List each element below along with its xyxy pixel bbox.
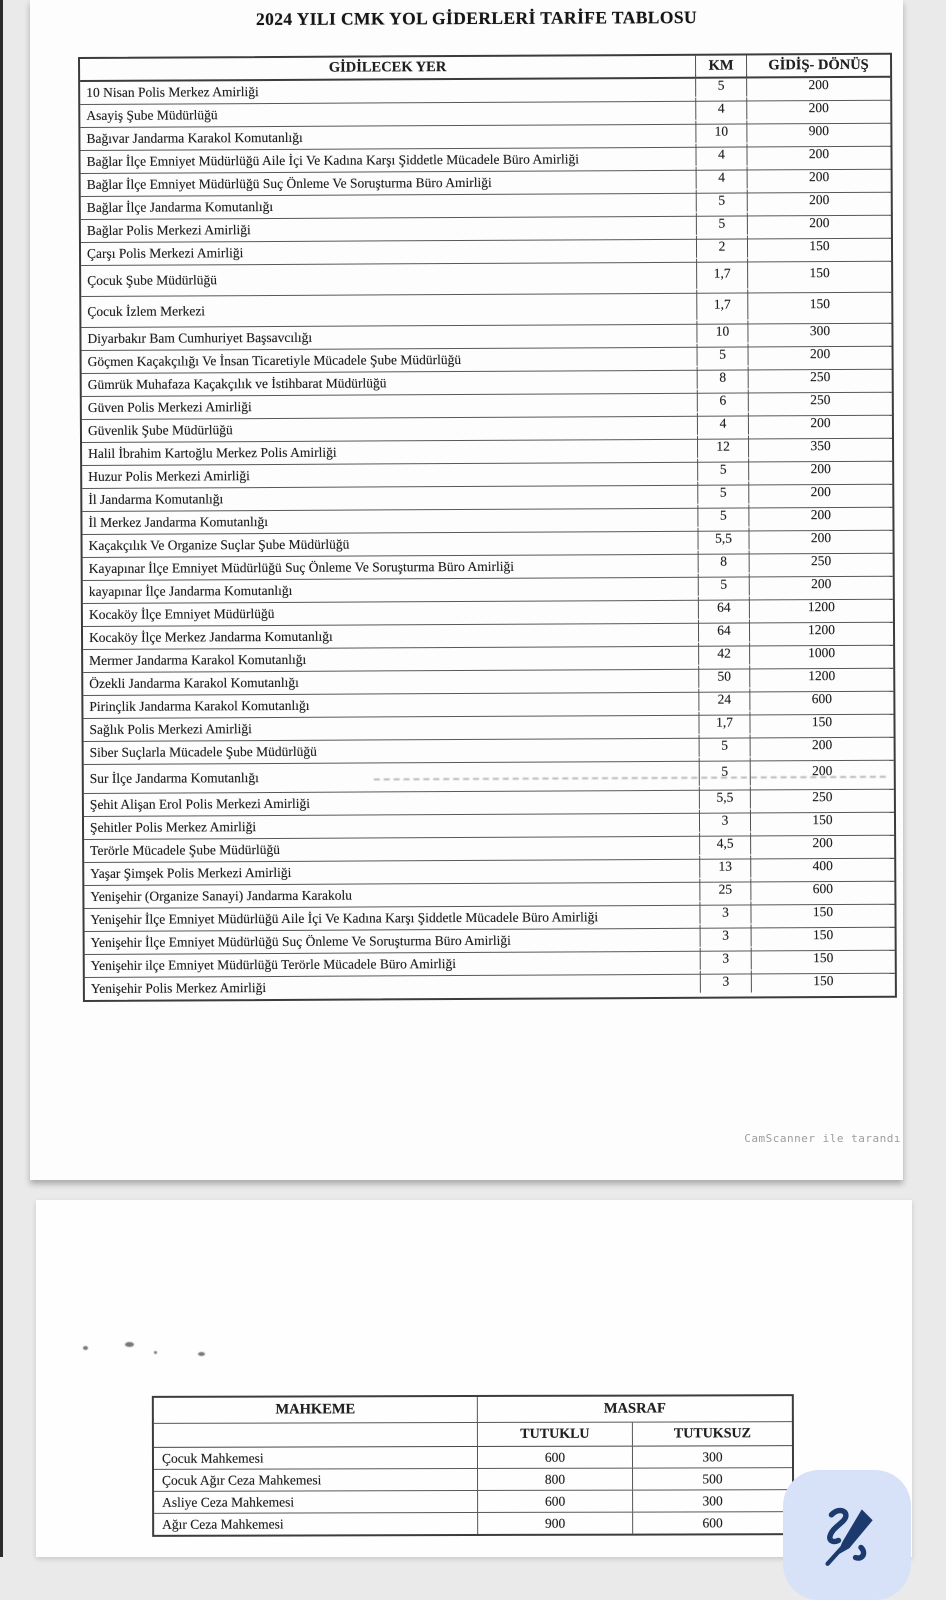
cell-court: Asliye Ceza Mahkemesi xyxy=(162,1493,295,1510)
camscanner-watermark: CamScanner ile tarandı xyxy=(744,1132,901,1145)
cell-fare: 600 xyxy=(811,691,833,707)
cell-fare: 200 xyxy=(810,507,832,523)
cell-dest: Yenişehir İlçe Emniyet Müdürlüğü Aile İçi Ve Kadına Karşı Şiddetle Mücadele Büro Amirliği xyxy=(90,909,599,927)
cell-km: 13 xyxy=(699,855,751,877)
cell-km: 10 xyxy=(696,320,748,342)
cell-km: 50 xyxy=(698,665,750,687)
cell-km: 5 xyxy=(695,74,747,96)
cell-fare: 250 xyxy=(812,789,833,805)
cell-dest: Bağlar Polis Merkezi Amirliği xyxy=(86,222,251,238)
cell-fare: 150 xyxy=(809,265,830,281)
court-table-header-sub xyxy=(154,1422,792,1448)
cell-fare: 1200 xyxy=(807,599,835,615)
cell-km: 4 xyxy=(695,143,747,165)
cell-dest: Bağıvar Jandarma Karakol Komutanlığı xyxy=(86,129,303,146)
cell-fare: 250 xyxy=(810,553,832,569)
cell-fare: 200 xyxy=(811,737,833,753)
cell-km: 10 xyxy=(695,120,747,142)
cell-fare: 200 xyxy=(810,530,832,546)
table-row xyxy=(85,974,895,1000)
cell-dest: Sağlık Polis Merkezi Amirliği xyxy=(89,721,252,737)
cell-dest: Kayapınar İlçe Emniyet Müdürlüğü Suç Önleme Ve Soruşturma Büro Amirliği xyxy=(88,558,515,576)
cell-dest: Çocuk İzlem Merkezi xyxy=(87,303,206,319)
cell-fare: 150 xyxy=(809,296,830,312)
cell-detained: 600 xyxy=(477,1447,632,1468)
cell-km: 64 xyxy=(698,596,750,618)
cell-fare: 200 xyxy=(809,192,830,208)
cell-fare: 200 xyxy=(810,484,831,500)
cell-dest: Yenişehir (Organize Sanayi) Jandarma Karakolu xyxy=(90,887,352,904)
cell-fare: 150 xyxy=(813,950,834,966)
header-empty xyxy=(154,1423,477,1447)
sign-fab-button[interactable] xyxy=(783,1470,911,1600)
cell-km: 4 xyxy=(697,412,749,434)
cell-fare: 150 xyxy=(812,904,834,920)
court-table-rows xyxy=(154,1446,792,1535)
cell-dest: Bağlar İlçe Jandarma Komutanlığı xyxy=(86,198,274,215)
cell-km: 1,7 xyxy=(696,289,748,319)
header-km: KM xyxy=(695,55,747,76)
cell-dest: Pirinçlik Jandarma Karakol Komutanlığı xyxy=(89,697,310,714)
court-expense-table xyxy=(152,1394,794,1537)
cell-dest: Asayiş Şube Müdürlüğü xyxy=(86,107,218,123)
ink-mark xyxy=(154,1351,157,1354)
cell-dest: Yenişehir Polis Merkez Amirliği xyxy=(90,980,267,996)
cell-dest: Çocuk Şube Müdürlüğü xyxy=(87,272,217,288)
cell-detained: 900 xyxy=(477,1513,632,1534)
ink-mark xyxy=(125,1342,134,1347)
cell-km: 8 xyxy=(697,366,749,388)
tariff-table-rows xyxy=(80,78,895,1000)
cell-km: 1,7 xyxy=(698,711,750,733)
cell-fare: 200 xyxy=(809,346,831,362)
ink-mark xyxy=(83,1346,88,1350)
cell-km: 3 xyxy=(699,809,751,831)
cell-km: 3 xyxy=(700,924,752,946)
cell-km: 4,5 xyxy=(699,832,751,854)
cell-fare: 200 xyxy=(810,415,831,431)
cell-dest: Diyarbakır Bam Cumhuriyet Başsavcılığı xyxy=(87,329,313,346)
ink-mark xyxy=(198,1352,205,1356)
cell-court: Çocuk Ağır Ceza Mahkemesi xyxy=(162,1471,322,1488)
table-row xyxy=(154,1490,792,1514)
cell-km: 4 xyxy=(696,166,748,188)
cell-km: 5 xyxy=(697,504,749,526)
cell-fare: 350 xyxy=(810,438,831,454)
cell-km: 12 xyxy=(697,435,749,457)
cell-km: 5,5 xyxy=(697,527,749,549)
cell-km: 3 xyxy=(700,947,752,969)
cell-km: 5 xyxy=(697,458,749,480)
cell-dest: kayapınar İlçe Jandarma Komutanlığı xyxy=(88,582,293,599)
cell-dest: İl Merkez Jandarma Komutanlığı xyxy=(88,514,269,530)
cell-fare: 300 xyxy=(809,323,831,339)
cell-dest: Bağlar İlçe Emniyet Müdürlüğü Aile İçi Ve Kadına Karşı Şiddetle Mücadele Büro Amirliği xyxy=(86,151,579,169)
cell-dest: Halil İbrahim Kartoğlu Merkez Polis Amirliği xyxy=(88,444,337,461)
cell-dest: Sur İlçe Jandarma Komutanlığı xyxy=(89,770,259,786)
cell-fare: 150 xyxy=(811,714,833,730)
scanned-page-1 xyxy=(30,0,903,1180)
cell-km: 5 xyxy=(699,757,751,785)
table-row xyxy=(154,1446,792,1470)
cell-not-detained: 300 xyxy=(632,1490,792,1511)
screen-left-edge xyxy=(0,0,3,1557)
cell-fare: 200 xyxy=(808,146,830,162)
header-round-trip: GİDİŞ- DÖNÜŞ xyxy=(768,56,869,74)
cell-dest: Yaşar Şimşek Polis Merkezi Amirliği xyxy=(90,864,292,881)
tariff-table xyxy=(78,53,897,1002)
cell-fare: 250 xyxy=(810,369,831,385)
signature-pen-icon xyxy=(812,1488,882,1582)
cell-dest: Terörle Mücadele Şube Müdürlüğü xyxy=(90,841,281,858)
cell-dest: Gümrük Muhafaza Kaçakçılık ve İstihbarat Müdürlüğü xyxy=(87,375,387,392)
cell-fare: 150 xyxy=(809,238,830,254)
cell-dest: 10 Nisan Polis Merkez Amirliği xyxy=(86,84,259,100)
cell-dest: Kaçakçılık Ve Organize Suçlar Şube Müdürlüğü xyxy=(88,536,350,553)
cell-fare: 1000 xyxy=(808,645,836,661)
cell-detained: 800 xyxy=(477,1469,632,1490)
header-not-detained: TUTUKSUZ xyxy=(632,1422,792,1445)
cell-fare: 200 xyxy=(810,461,831,477)
cell-fare: 200 xyxy=(808,100,829,116)
cell-dest: Kocaköy İlçe Emniyet Müdürlüğü xyxy=(88,605,275,622)
cell-km: 5 xyxy=(699,734,751,756)
cell-fare: 200 xyxy=(812,835,833,851)
cell-dest: Şehit Alişan Erol Polis Merkezi Amirliği xyxy=(89,795,311,812)
header-destination: GİDİLECEK YER xyxy=(328,59,447,76)
cell-km: 5 xyxy=(696,212,748,234)
cell-court: Ağır Ceza Mahkemesi xyxy=(162,1515,284,1532)
cell-fare: 600 xyxy=(812,881,834,897)
cell-fare: 200 xyxy=(812,763,833,779)
cell-fare: 200 xyxy=(808,77,829,93)
cell-fare: 1200 xyxy=(808,668,836,684)
cell-km: 5 xyxy=(697,343,749,365)
cell-dest: Bağlar İlçe Emniyet Müdürlüğü Suç Önleme Ve Soruşturma Büro Amirliği xyxy=(86,174,492,192)
header-detained: TUTUKLU xyxy=(477,1423,632,1446)
cell-detained: 600 xyxy=(477,1491,632,1512)
scanned-page-2 xyxy=(36,1200,912,1557)
cell-fare: 900 xyxy=(808,123,830,139)
cell-fare: 150 xyxy=(812,812,833,828)
cell-km: 2 xyxy=(696,235,748,257)
cell-not-detained: 600 xyxy=(632,1512,792,1533)
cell-dest: Siber Suçlarla Mücadele Şube Müdürlüğü xyxy=(89,743,317,760)
court-table-header-top xyxy=(154,1396,792,1424)
cell-dest: Göçmen Kaçakçılığı Ve İnsan Ticaretiyle Mücadele Şube Müdürlüğü xyxy=(87,351,462,369)
cell-fare: 400 xyxy=(812,858,833,874)
cell-km: 8 xyxy=(698,550,750,572)
header-court: MAHKEME xyxy=(275,1401,356,1418)
cell-dest: İl Jandarma Komutanlığı xyxy=(88,491,224,507)
cell-dest: Kocaköy İlçe Merkez Jandarma Komutanlığı xyxy=(89,628,333,645)
cell-dest: Yenişehir İlçe Emniyet Müdürlüğü Suç Önleme Ve Soruşturma Büro Amirliği xyxy=(90,932,511,950)
cell-fare: 1200 xyxy=(807,622,836,638)
cell-dest: Özekli Jandarma Karakol Komutanlığı xyxy=(89,674,299,691)
cell-fare: 200 xyxy=(808,169,830,185)
cell-fare: 150 xyxy=(813,973,834,989)
cell-dest: Güvenlik Şube Müdürlüğü xyxy=(87,422,233,438)
cell-km: 24 xyxy=(698,688,750,710)
cell-not-detained: 500 xyxy=(632,1468,792,1489)
table-row xyxy=(154,1512,792,1535)
cell-km: 25 xyxy=(699,878,751,900)
cell-km: 3 xyxy=(699,901,751,923)
cell-km: 64 xyxy=(698,619,750,641)
cell-dest: Güven Polis Merkezi Amirliği xyxy=(87,399,252,415)
cell-km: 5 xyxy=(697,481,749,503)
cell-km: 5,5 xyxy=(699,786,751,808)
cell-not-detained: 300 xyxy=(632,1446,792,1467)
cell-dest: Huzur Polis Merkezi Amirliği xyxy=(88,468,250,484)
document-title: 2024 YILI CMK YOL GİDERLERİ TARİFE TABLOSU xyxy=(255,7,698,29)
cell-km: 1,7 xyxy=(696,258,748,288)
cell-km: 3 xyxy=(700,970,752,992)
cell-fare: 250 xyxy=(810,392,831,408)
cell-dest: Mermer Jandarma Karakol Komutanlığı xyxy=(89,651,307,668)
cell-dest: Çarşı Polis Merkezi Amirliği xyxy=(86,245,244,261)
cell-dest: Yenişehir ilçe Emniyet Müdürlüğü Terörle Mücadele Büro Amirliği xyxy=(90,956,457,973)
cell-fare: 150 xyxy=(812,927,834,943)
cell-km: 5 xyxy=(698,573,750,595)
header-expense: MASRAF xyxy=(477,1396,792,1422)
cell-fare: 200 xyxy=(809,215,830,231)
cell-dest: Şehitler Polis Merkez Amirliği xyxy=(89,819,257,835)
table-row xyxy=(154,1468,792,1492)
cell-km: 42 xyxy=(698,642,750,664)
cell-km: 6 xyxy=(697,389,749,411)
cell-km: 4 xyxy=(695,97,747,119)
cell-km: 5 xyxy=(696,189,748,211)
cell-court: Çocuk Mahkemesi xyxy=(161,1450,264,1466)
cell-fare: 200 xyxy=(811,576,832,592)
